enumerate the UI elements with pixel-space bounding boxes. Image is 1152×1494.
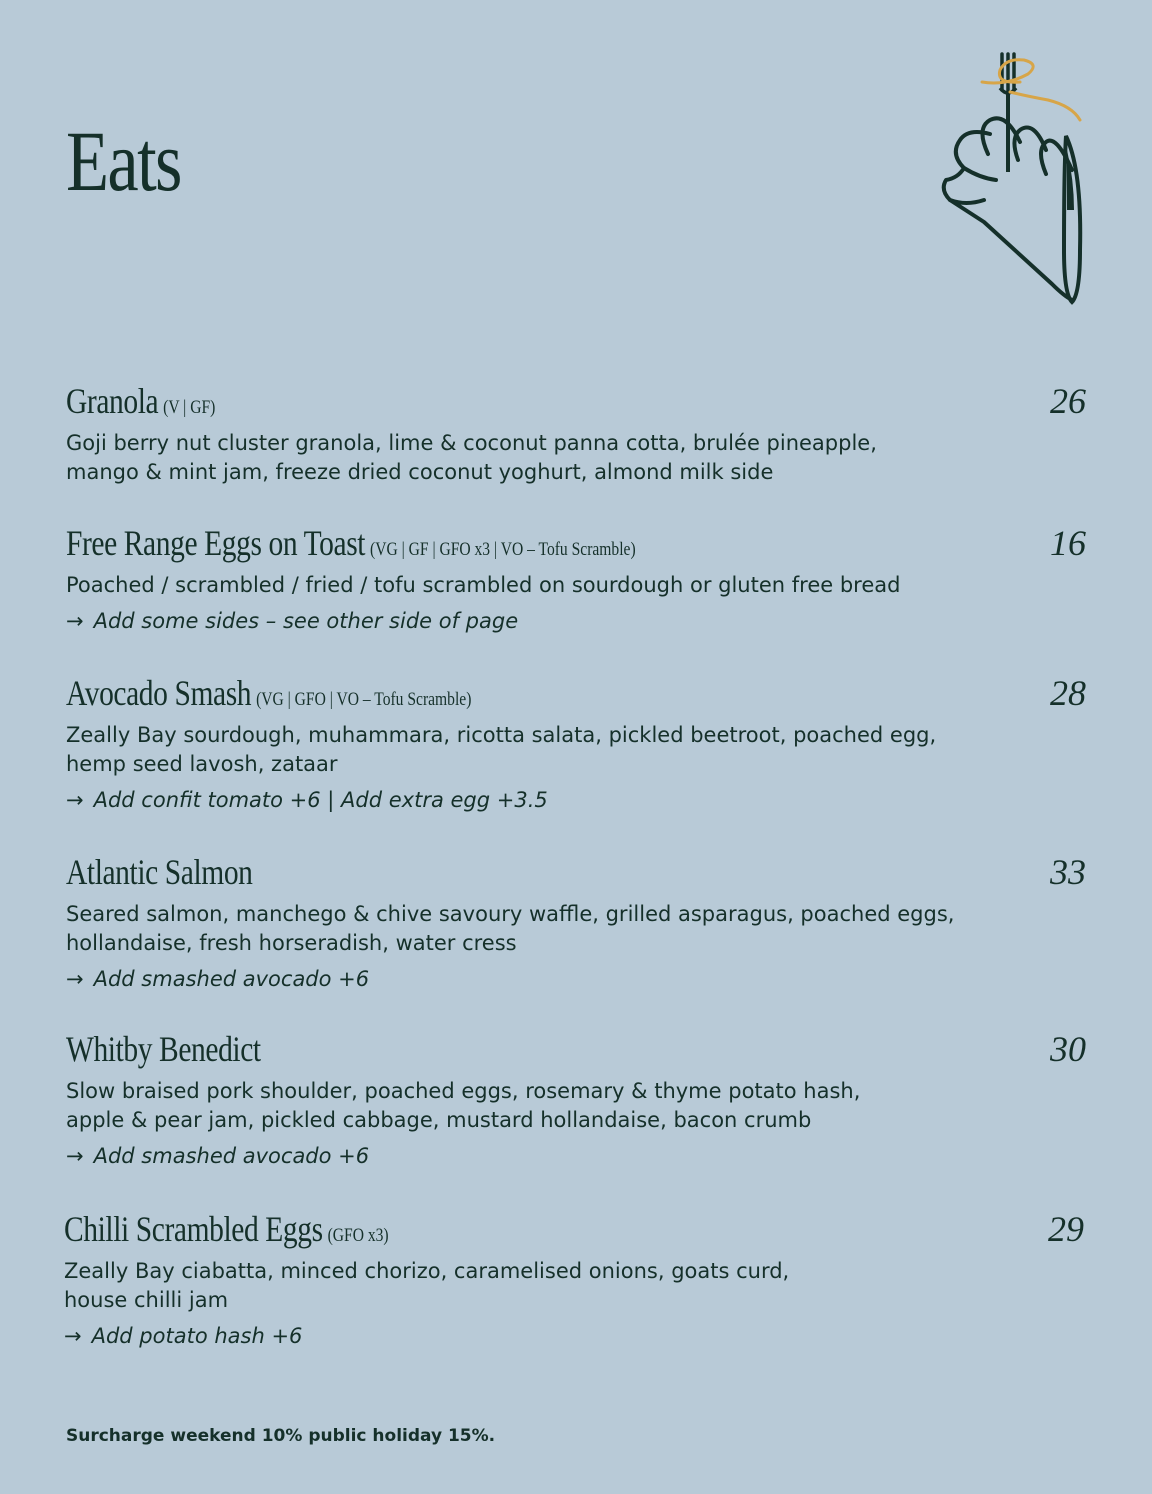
item-price: 33 bbox=[1050, 852, 1086, 892]
item-price: 26 bbox=[1050, 381, 1086, 421]
item-addon-text: Add smashed avocado +6 bbox=[93, 967, 370, 991]
item-header bbox=[66, 674, 1086, 714]
item-title bbox=[66, 672, 471, 714]
item-title bbox=[66, 380, 215, 422]
menu-item-chilli-scrambled-eggs bbox=[64, 1210, 1084, 1351]
item-price: 16 bbox=[1050, 523, 1086, 563]
item-addon-text: Add some sides – see other side of page bbox=[93, 609, 519, 633]
item-addon bbox=[66, 607, 1086, 636]
arrow-right-icon: → bbox=[66, 967, 84, 991]
item-addon bbox=[66, 965, 1086, 994]
menu-item-free-range-eggs bbox=[66, 524, 1086, 636]
item-dietary-tags: (VG | GF | GFO x3 | VO – Tofu Scramble) bbox=[370, 539, 636, 560]
hand-holding-fork-icon bbox=[936, 50, 1086, 308]
surcharge-note: Surcharge weekend 10% public holiday 15%. bbox=[66, 1426, 496, 1446]
item-description: Zeally Bay sourdough, muhammara, ricotta salata, pickled beetroot, poached egg, hemp seed lavosh, zataar bbox=[66, 723, 937, 776]
item-addon bbox=[64, 1322, 1084, 1351]
item-description: Zeally Bay ciabatta, minced chorizo, caramelised onions, goats curd, house chilli jam bbox=[64, 1259, 790, 1312]
item-dietary-tags: (V | GF) bbox=[163, 397, 216, 418]
item-description: Slow braised pork shoulder, poached eggs, rosemary & thyme potato hash, apple & pear jam, pickled cabbage, mustard hollandaise, bacon crumb bbox=[66, 1079, 861, 1132]
item-title bbox=[66, 522, 636, 564]
item-addon-text: Add smashed avocado +6 bbox=[93, 1144, 370, 1168]
arrow-right-icon: → bbox=[66, 788, 84, 812]
item-header bbox=[66, 524, 1086, 564]
menu-item-avocado-smash bbox=[66, 674, 1086, 815]
item-name: Free Range Eggs on Toast bbox=[66, 523, 366, 563]
item-name: Whitby Benedict bbox=[66, 1029, 261, 1069]
item-name: Chilli Scrambled Eggs bbox=[64, 1209, 323, 1249]
item-description: Seared salmon, manchego & chive savoury waffle, grilled asparagus, poached eggs, hollandaise, fresh horseradish, water cress bbox=[66, 902, 955, 955]
item-dietary-tags: (GFO x3) bbox=[327, 1225, 389, 1246]
item-header bbox=[66, 1030, 1086, 1070]
item-header bbox=[66, 853, 1086, 893]
item-name: Atlantic Salmon bbox=[66, 852, 253, 892]
item-price: 30 bbox=[1050, 1029, 1086, 1069]
item-title bbox=[66, 1028, 266, 1070]
item-title bbox=[66, 851, 257, 893]
menu-item-whitby-benedict bbox=[66, 1030, 1086, 1171]
arrow-right-icon: → bbox=[64, 1324, 82, 1348]
arrow-right-icon: → bbox=[66, 1144, 84, 1168]
menu-item-granola bbox=[66, 382, 1086, 487]
item-price: 29 bbox=[1048, 1209, 1084, 1249]
item-name: Avocado Smash bbox=[66, 673, 252, 713]
item-addon bbox=[66, 1142, 1086, 1171]
item-price: 28 bbox=[1050, 673, 1086, 713]
item-description: Goji berry nut cluster granola, lime & coconut panna cotta, brulée pineapple, mango & mint jam, freeze dried coconut yoghurt, almond milk side bbox=[66, 431, 877, 484]
item-addon-text: Add potato hash +6 bbox=[91, 1324, 303, 1348]
page-title: Eats bbox=[66, 113, 181, 209]
item-addon-text: Add confit tomato +6 | Add extra egg +3.5 bbox=[93, 788, 548, 812]
arrow-right-icon: → bbox=[66, 609, 84, 633]
item-header bbox=[64, 1210, 1084, 1250]
item-addon bbox=[66, 786, 1086, 815]
item-title bbox=[64, 1208, 389, 1250]
item-dietary-tags: (VG | GFO | VO – Tofu Scramble) bbox=[256, 689, 472, 710]
menu-item-atlantic-salmon bbox=[66, 853, 1086, 994]
item-description: Poached / scrambled / fried / tofu scrambled on sourdough or gluten free bread bbox=[66, 573, 901, 597]
item-header bbox=[66, 382, 1086, 422]
item-name: Granola bbox=[66, 381, 159, 421]
